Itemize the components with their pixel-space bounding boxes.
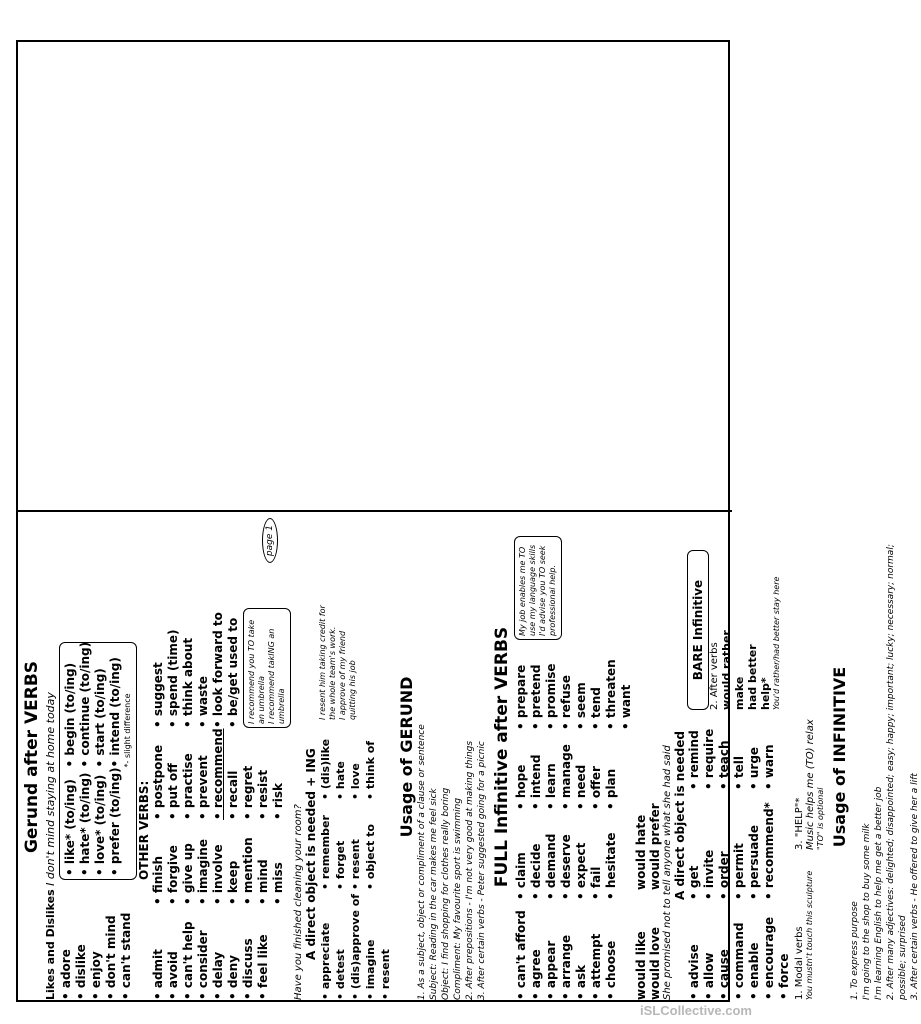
list-item: • urge: [747, 710, 762, 790]
usage-line: 1. As a subject, object or compliment of a clause or sentence: [417, 724, 427, 1000]
list-item: • spend (time): [166, 608, 181, 728]
list-item: • put off: [166, 728, 181, 820]
usage-line: 3. After certain verbs - Peter suggested going for a picnic: [477, 741, 487, 1000]
page-badge: page 1: [262, 518, 278, 563]
usage-line: 2. After prepositions - I'm not very good at making things: [465, 740, 475, 1000]
list-item: • imagine: [363, 890, 378, 1000]
list-item: • claim: [514, 810, 529, 900]
list-item: • appreciate: [318, 890, 333, 1000]
list-item: • imagine: [196, 820, 211, 905]
list-item: • hope: [514, 730, 529, 810]
likes-heading: Likes and Dislikes: [44, 889, 57, 1000]
recommend-example-2: I recommend takING an umbrella: [267, 628, 286, 724]
site-watermark: iSLCollective.com: [640, 1003, 752, 1018]
other-verbs: [151, 514, 291, 1000]
bare-2-word: had better: [746, 644, 759, 710]
panel-divider: [18, 510, 732, 512]
list-item: • persuade: [747, 790, 762, 900]
list-item: • resent: [348, 800, 363, 890]
list-item: • don't mind: [104, 880, 119, 1000]
list-item: • finish: [151, 820, 166, 905]
would-items: [634, 514, 648, 1000]
list-item: • continue (to/ing): [78, 642, 93, 768]
would-item: would prefer: [648, 803, 662, 890]
list-item: • can't afford: [514, 900, 529, 1000]
list-item: • hate: [333, 720, 348, 800]
would-item: would love: [648, 926, 662, 1000]
list-item: • dislike: [74, 880, 89, 1000]
bare-2-heading: 2. After verbs: [709, 642, 720, 710]
infinitive-panel: [492, 514, 920, 1000]
bare-2-word: make: [733, 676, 746, 710]
to-ing-box: [59, 642, 137, 880]
bare-1: [794, 850, 826, 1000]
list-item: • start (to/ing): [93, 642, 108, 768]
list-item: • can't stand: [119, 880, 134, 1000]
usage-line: Compliment: My favourite sport is swimming: [453, 797, 463, 1000]
list-item: • be/get used to: [226, 608, 241, 728]
recommend-example-1: I recommend you TO take an umbrella: [247, 619, 266, 724]
list-item: • agree: [529, 900, 544, 1000]
infinitive-usage-lines: [849, 514, 921, 1000]
list-item: • ask: [574, 900, 589, 1000]
list-item: • discuss: [241, 905, 256, 1000]
side-example-1: My job enables me TO use my language skills: [518, 544, 537, 636]
usage-line: Subject: Reading in the car makes me feel sick: [429, 788, 439, 1000]
list-item: • refuse: [559, 640, 574, 730]
bare-title: BARE Infinitive: [687, 550, 709, 710]
bare-2-word: would rather: [720, 630, 733, 710]
list-item: • prepare: [514, 640, 529, 730]
list-item: • encourage: [762, 900, 777, 1000]
direct-object-examples: [318, 600, 393, 720]
list-item: • enjoy: [89, 880, 104, 1000]
usage-line: Object: I find shopping for clothes really boring: [441, 787, 451, 1000]
list-item: • recall: [226, 728, 241, 820]
bare-2-word: help*: [759, 677, 772, 710]
list-item: • appear: [544, 900, 559, 1000]
bare-1-heading: 1. Modal verbs: [794, 926, 805, 1000]
list-item: • miss: [271, 820, 286, 905]
likes-line: [44, 514, 57, 1000]
bare-2-example: You'd rather/had better stay here: [772, 576, 781, 710]
list-item: • forget: [333, 800, 348, 890]
infinitive-example: She promised not to tell anyone what she had said: [662, 745, 673, 1000]
list-item: • learn: [544, 730, 559, 810]
list-item: • remind: [687, 710, 702, 790]
question-example: Have you finished cleaning your room?: [293, 804, 304, 1000]
direct-example-2: I approve of my friend quitting his job: [338, 630, 357, 720]
recommend-box: [243, 608, 291, 728]
likes-words: [59, 880, 137, 1000]
list-item: • advise: [687, 900, 702, 1000]
likes-example: I don't mind staying at home today: [44, 692, 57, 886]
bare-3: [794, 690, 826, 850]
list-item: • begin (to/ing): [63, 642, 78, 768]
list-item: • practise: [181, 728, 196, 820]
usage-line: I'm learning English to help me get a better job: [874, 786, 884, 1000]
list-item: • need: [574, 730, 589, 810]
list-item: • deny: [226, 905, 241, 1000]
list-item: • adore: [59, 880, 74, 1000]
list-item: • regret: [241, 728, 256, 820]
bare-3-note: "TO" is optional: [816, 787, 825, 850]
list-item: • invite: [702, 790, 717, 900]
list-item: • love* (to/ing): [93, 767, 108, 876]
list-item: • deserve: [559, 810, 574, 900]
usage-line: 1. To express purpose: [850, 901, 860, 1000]
other-heading: OTHER VERBS:: [137, 780, 151, 880]
direct-example-1: I resent him taking credit for the whole team's work.: [318, 605, 337, 720]
list-item: • offer: [589, 730, 604, 810]
side-example-2: I'd advise you TO seek professional help.: [538, 545, 557, 636]
list-item: • mention: [241, 820, 256, 905]
list-item: • like* (to/ing): [63, 767, 78, 876]
list-item: • risk: [271, 728, 286, 820]
list-item: • plan: [604, 730, 619, 810]
gerund-title: Gerund after VERBS: [22, 660, 42, 854]
list-item: • seem: [574, 640, 589, 730]
list-item: • decide: [529, 810, 544, 900]
infinitive-verbs: [514, 514, 634, 1000]
list-item: • recommend: [211, 728, 226, 820]
list-item: • (dis)like: [318, 720, 333, 800]
list-item: • consider: [196, 905, 211, 1000]
list-item: • hate* (to/ing): [78, 767, 93, 876]
would-items-2: [648, 514, 662, 1000]
list-item: • keep: [226, 820, 241, 905]
bare-3-example: Music helps me (TO) relax: [805, 719, 816, 850]
list-item: • recommend*: [762, 790, 777, 900]
list-item: • love: [348, 720, 363, 800]
list-item: • cause: [717, 900, 732, 1000]
list-item: • hesitate: [604, 810, 619, 900]
list-item: • intend: [529, 730, 544, 810]
list-item: • postpone: [151, 728, 166, 820]
list-item: • teach: [717, 710, 732, 790]
list-item: • avoid: [166, 905, 181, 1000]
list-item: • waste: [196, 608, 211, 728]
list-item: • command: [732, 900, 747, 1000]
gerund-panel: [22, 514, 487, 1000]
enable-advise-box: [514, 536, 562, 640]
gerund-usage-lines: [416, 514, 488, 1000]
direct-object-heading: A direct object is needed + ING: [304, 748, 318, 960]
list-item: • prevent: [196, 728, 211, 820]
bare-1-example: You mustn't touch this sculpture: [805, 870, 814, 1000]
list-item: • arrange: [559, 900, 574, 1000]
list-item: • resent: [378, 890, 393, 1000]
list-item: • prefer (to/ing): [108, 767, 123, 876]
list-item: • think of: [363, 720, 378, 800]
bare-infinitive-block: [687, 550, 792, 710]
list-item: • choose: [604, 900, 619, 1000]
list-item: • expect: [574, 810, 589, 900]
list-item: • detest: [333, 890, 348, 1000]
list-item: • resist: [256, 728, 271, 820]
list-item: • permit: [732, 790, 747, 900]
likes-block: [59, 514, 137, 1000]
list-item: • promise: [544, 640, 559, 730]
bare-3-heading: 3. "HELP"*: [794, 797, 805, 850]
would-item: would like: [634, 931, 648, 1000]
list-item: • demand: [544, 810, 559, 900]
direct-object-verbs: [318, 514, 393, 1000]
list-item: • tell: [732, 710, 747, 790]
list-item: • forgive: [166, 820, 181, 905]
list-item: • get: [687, 790, 702, 900]
infinitive-usage-title: Usage of INFINITIVE: [830, 666, 849, 848]
list-item: • feel like: [256, 905, 271, 1000]
list-item: • attempt: [589, 900, 604, 1000]
list-item: • warn: [762, 710, 777, 790]
list-item: • think about: [181, 608, 196, 728]
list-item: • order: [717, 790, 732, 900]
worksheet-page: [16, 40, 920, 1002]
list-item: • delay: [211, 905, 226, 1000]
list-item: • threaten: [604, 640, 619, 730]
list-item: • pretend: [529, 640, 544, 730]
list-item: • give up: [181, 820, 196, 905]
infinitive-direct-verbs: [687, 514, 792, 1000]
list-item: • fail: [589, 810, 604, 900]
infinitive-direct-heading: A direct object is needed: [673, 731, 687, 900]
list-item: • object to: [363, 800, 378, 890]
list-item: • can't help: [181, 905, 196, 1000]
list-item: • involve: [211, 820, 226, 905]
gerund-usage-title: Usage of GERUND: [397, 676, 416, 838]
list-item: • require: [702, 710, 717, 790]
usage-line: 2. After many adjectives: delighted; disappointed; easy; happy; important; lucky; necessary; normal; possible; surprised: [886, 544, 908, 1000]
list-item: • mind: [256, 820, 271, 905]
list-item: • intend (to/ing): [108, 642, 123, 768]
list-item: • remember: [318, 800, 333, 890]
list-item: • tend: [589, 640, 604, 730]
usage-line: I'm going to the shop to buy some milk: [862, 823, 872, 1000]
infinitive-title: FULL Infinitive after VERBS: [492, 626, 512, 888]
bare-rules: [794, 514, 826, 1000]
list-item: • want: [619, 640, 634, 730]
list-item: • admit: [151, 905, 166, 1000]
would-item: would hate: [634, 814, 648, 890]
list-item: • look forward to: [211, 608, 226, 728]
usage-line: 3. After certain verbs - He offered to give her a lift: [910, 773, 920, 1000]
box-note: *- slight difference: [123, 693, 132, 768]
list-item: • manage: [559, 730, 574, 810]
list-item: • allow: [702, 900, 717, 1000]
list-item: • enable: [747, 900, 762, 1000]
list-item: • suggest: [151, 608, 166, 728]
list-item: • force: [777, 900, 792, 1000]
list-item: • (dis)approve of: [348, 890, 363, 1000]
